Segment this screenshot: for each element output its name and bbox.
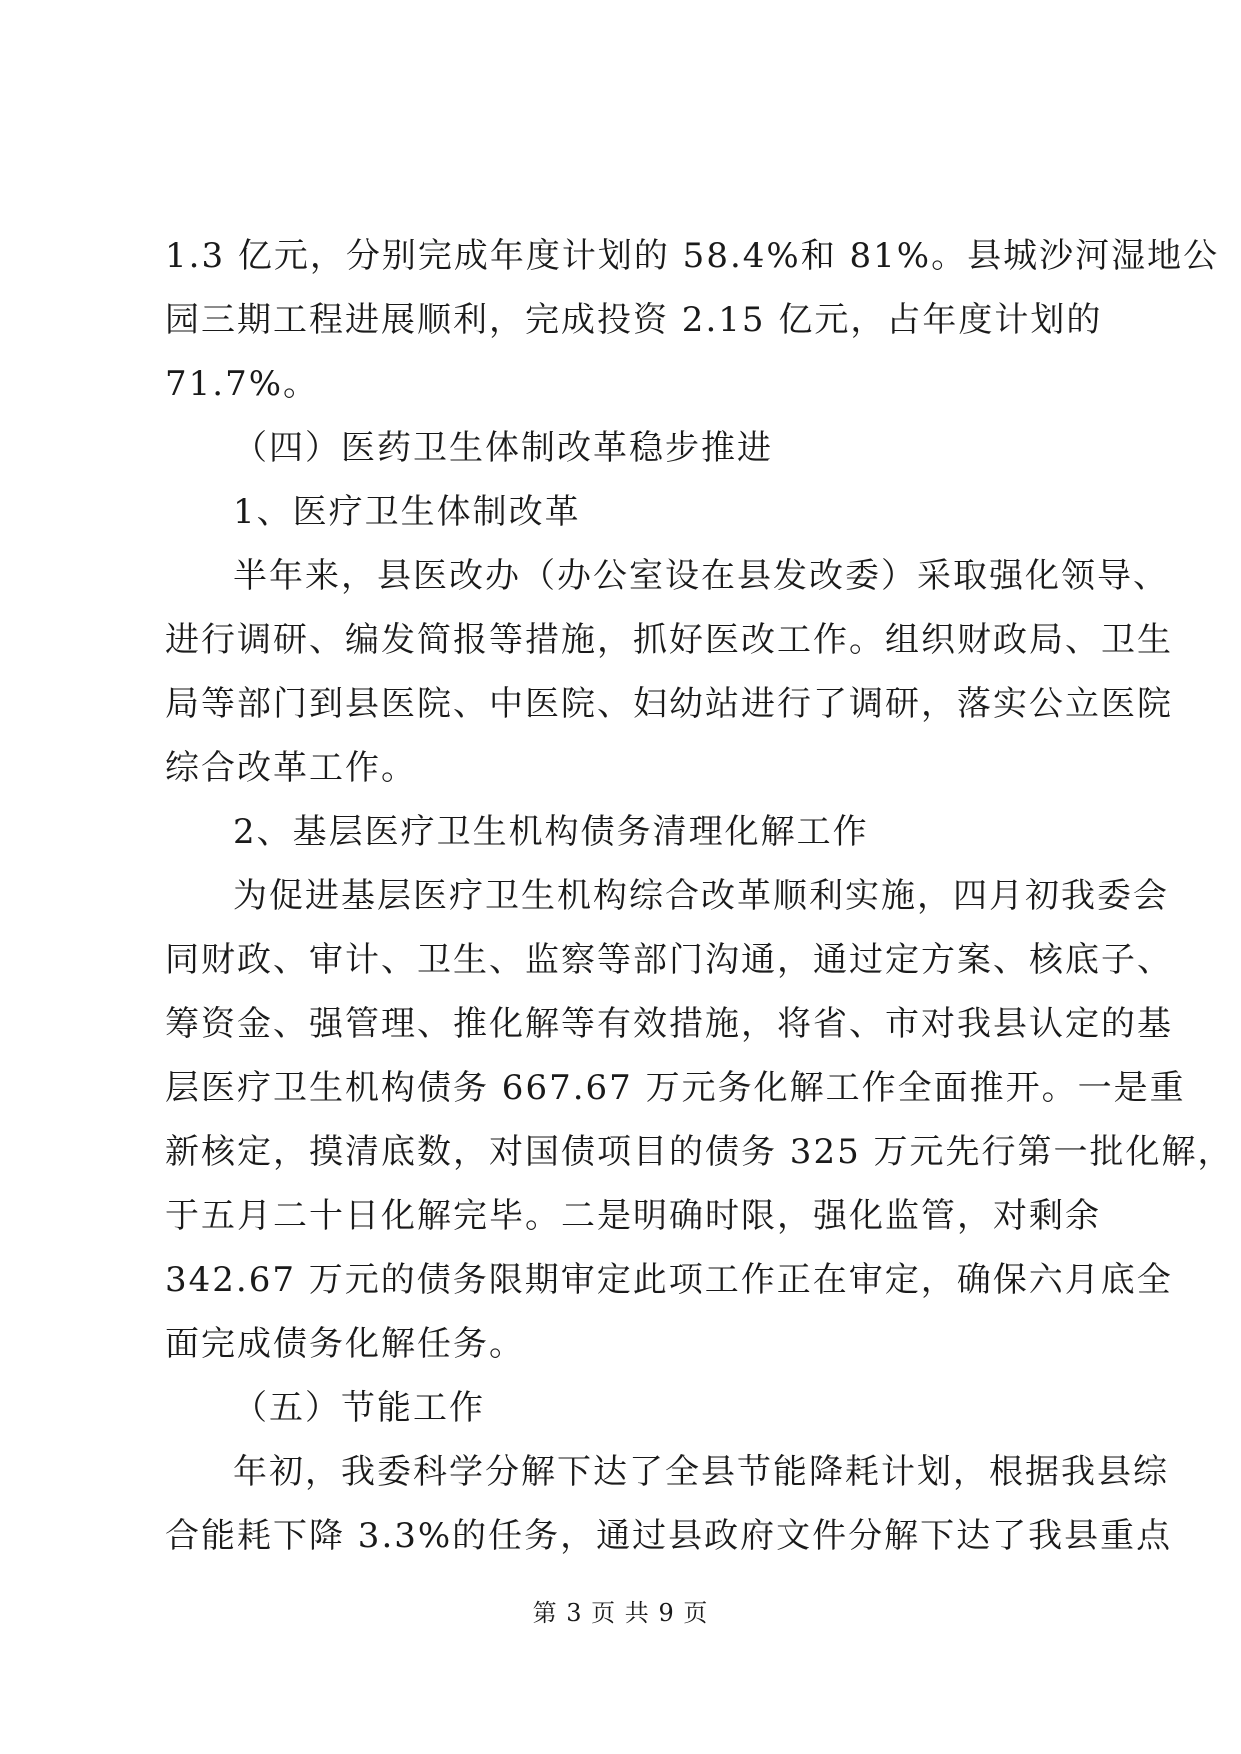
text-line: 园三期工程进展顺利，完成投资 2.15 亿元，占年度计划的 — [165, 300, 1103, 340]
section-heading: （四）医药卫生体制改革稳步推进 — [233, 428, 773, 468]
text-line: 进行调研、编发简报等措施，抓好医改工作。组织财政局、卫生 — [165, 620, 1173, 660]
text-line: 于五月二十日化解完毕。二是明确时限，强化监管，对剩余 — [165, 1196, 1101, 1236]
page-footer: 第 3 页 共 9 页 — [532, 1599, 709, 1627]
section-heading: （五）节能工作 — [233, 1388, 485, 1428]
text-line: 筹资金、强管理、推化解等有效措施，将省、市对我县认定的基 — [165, 1004, 1173, 1044]
text-line: 合能耗下降 3.3%的任务，通过县政府文件分解下达了我县重点 — [165, 1516, 1173, 1556]
text-line: 1.3 亿元，分别完成年度计划的 58.4%和 81%。县城沙河湿地公 — [165, 236, 1220, 276]
text-line: 面完成债务化解任务。 — [165, 1324, 525, 1364]
subsection-heading: 2、基层医疗卫生机构债务清理化解工作 — [233, 812, 869, 852]
text-line: 342.67 万元的债务限期审定此项工作正在审定，确保六月底全 — [165, 1260, 1173, 1300]
text-line: 年初，我委科学分解下达了全县节能降耗计划，根据我县综 — [233, 1452, 1169, 1492]
text-line: 半年来，县医改办（办公室设在县发改委）采取强化领导、 — [233, 556, 1169, 596]
text-line: 层医疗卫生机构债务 667.67 万元务化解工作全面推开。一是重 — [165, 1068, 1186, 1108]
text-line: 综合改革工作。 — [165, 748, 417, 788]
text-line: 为促进基层医疗卫生机构综合改革顺利实施，四月初我委会 — [233, 876, 1169, 916]
text-line: 新核定，摸清底数，对国债项目的债务 325 万元先行第一批化解， — [165, 1132, 1234, 1172]
text-line: 71.7%。 — [165, 364, 320, 404]
text-line: 局等部门到县医院、中医院、妇幼站进行了调研，落实公立医院 — [165, 684, 1173, 724]
subsection-heading: 1、医疗卫生体制改革 — [233, 492, 581, 532]
text-line: 同财政、审计、卫生、监察等部门沟通，通过定方案、核底子、 — [165, 940, 1173, 980]
